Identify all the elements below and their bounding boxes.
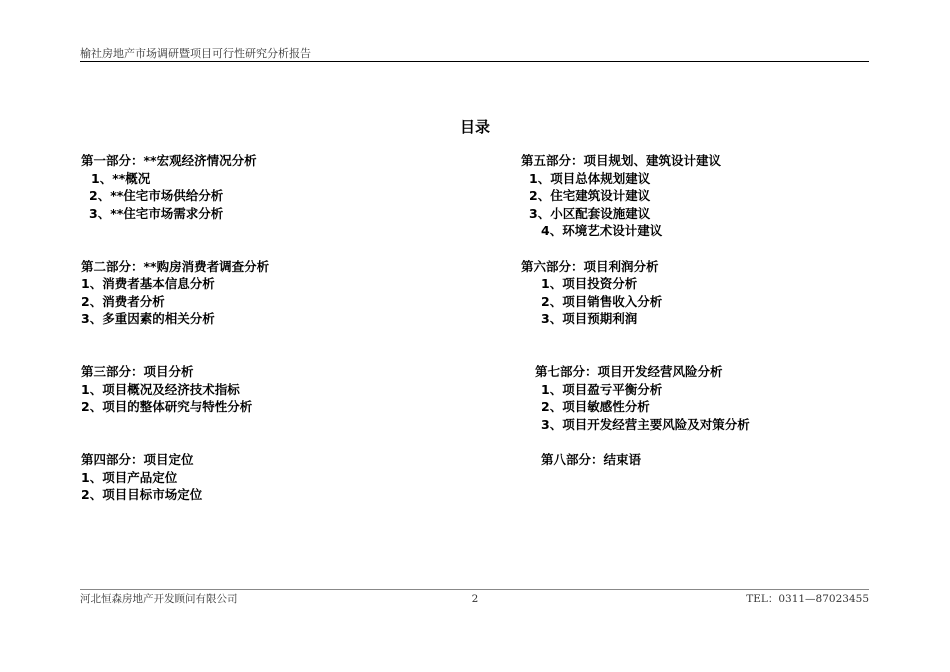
toc-entry: 第八部分：结束语 (541, 452, 642, 468)
toc-entry: 4、环境艺术设计建议 (541, 223, 663, 239)
toc-entry: 第七部分：项目开发经营风险分析 (535, 364, 723, 380)
toc-entry: 第二部分：**购房消费者调查分析 (81, 258, 270, 274)
toc-entry: 第四部分：项目定位 (81, 452, 194, 468)
toc-entry: 2、项目敏感性分析 (541, 399, 650, 415)
footer-tel: TEL：0311—87023455 (746, 593, 869, 605)
toc-title: 目录 (459, 118, 490, 136)
footer-company: 河北恒森房地产开发顾问有限公司 (80, 593, 238, 605)
toc-spacer (81, 346, 481, 364)
toc-entry: 1、项目概况及经济技术指标 (81, 381, 240, 397)
toc-entry: 1、项目总体规划建议 (529, 170, 651, 186)
toc-entry: 1、消费者基本信息分析 (81, 276, 215, 292)
toc-entry: 第三部分：项目分析 (81, 364, 194, 380)
toc-entry: 2、消费者分析 (81, 293, 165, 309)
toc-entry: 3、小区配套设施建议 (529, 205, 651, 221)
toc-entry: 第五部分：项目规划、建筑设计建议 (521, 153, 722, 168)
toc-right-column (521, 152, 881, 469)
toc-entry: 2、**住宅市场供给分析 (89, 188, 224, 204)
toc-entry: 第六部分：项目利润分析 (521, 258, 659, 274)
toc-entry: 3、多重因素的相关分析 (81, 311, 215, 327)
page-header-title: 榆社房地产市场调研暨项目可行性研究分析报告 (80, 47, 311, 60)
header-divider (80, 61, 869, 62)
toc-spacer (81, 328, 481, 346)
toc-entry: 1、**概况 (91, 170, 151, 186)
toc-entry: 第一部分：**宏观经济情况分析 (81, 153, 257, 168)
toc-entry: 1、项目盈亏平衡分析 (541, 381, 663, 397)
toc-spacer (521, 328, 881, 346)
toc-entry: 2、项目的整体研究与特性分析 (81, 399, 253, 415)
toc-entry: 3、项目预期利润 (541, 311, 638, 327)
toc-entry: 3、**住宅市场需求分析 (89, 205, 224, 221)
toc-entry: 2、住宅建筑设计建议 (529, 188, 651, 204)
toc-spacer (521, 434, 881, 452)
toc-entry: 1、项目产品定位 (81, 469, 178, 485)
toc-spacer (81, 416, 481, 434)
page-number: 2 (471, 593, 479, 605)
toc-entry: 3、项目开发经营主要风险及对策分析 (541, 416, 750, 432)
toc-spacer (521, 346, 881, 364)
toc-entry: 2、项目目标市场定位 (81, 487, 203, 503)
toc-left-column (81, 152, 481, 504)
toc-spacer (81, 240, 481, 258)
toc-spacer (81, 434, 481, 452)
toc-entry: 1、项目投资分析 (541, 276, 638, 292)
footer-divider (80, 589, 869, 590)
toc-spacer (81, 222, 481, 240)
toc-spacer (521, 240, 881, 258)
toc-entry: 2、项目销售收入分析 (541, 293, 663, 309)
